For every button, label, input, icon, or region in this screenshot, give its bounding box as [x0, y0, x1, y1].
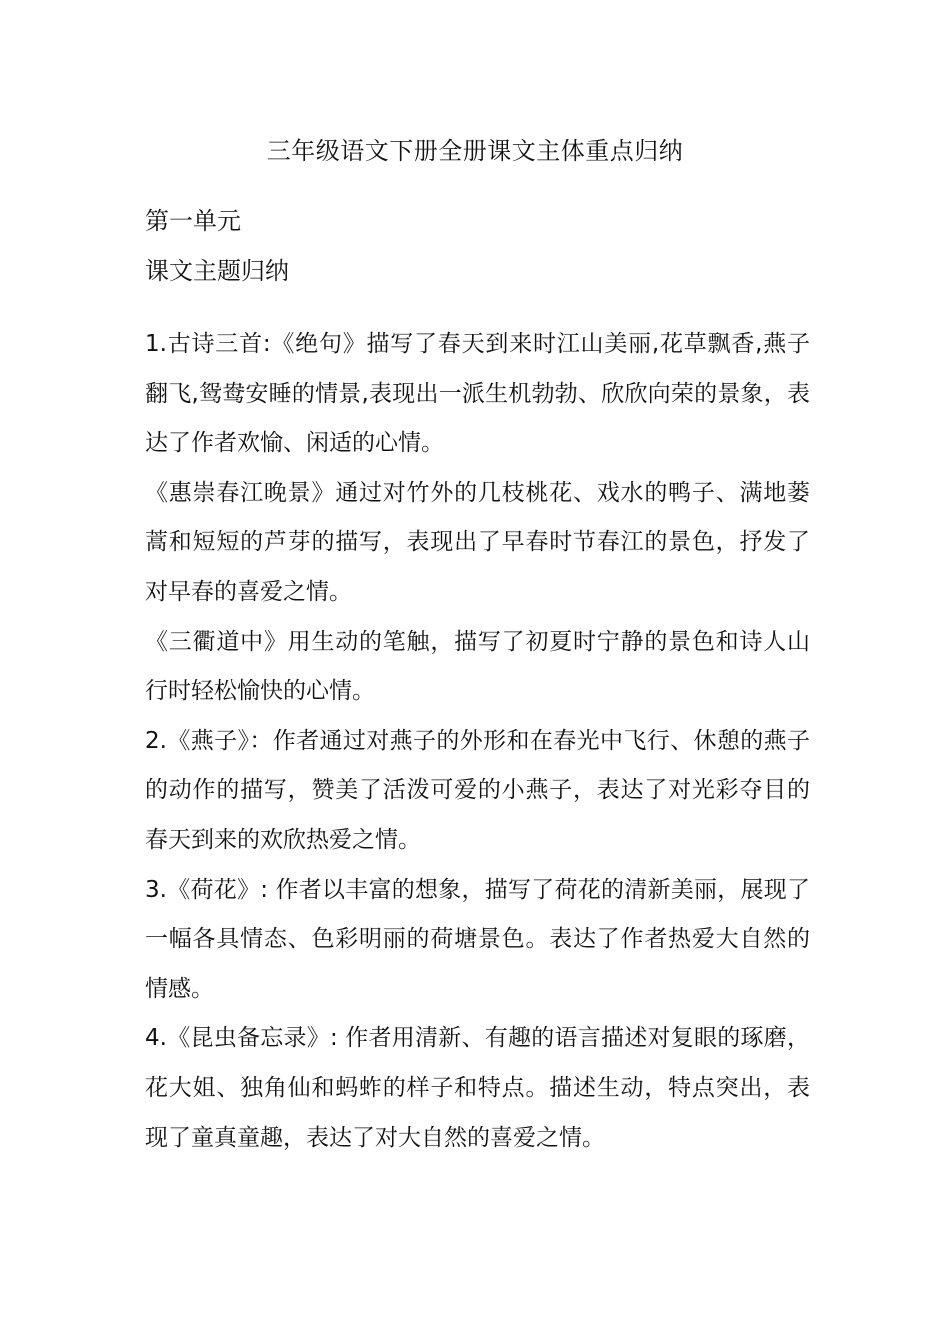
document-body — [145, 320, 810, 1163]
paragraph-insects: 4.《昆虫备忘录》: 作者用清新、有趣的语言描述对复眼的琢磨，花大姐、独角仙和蚂蚱的样子和特点。描述生动，特点突出，表现了童真童趣，表达了对大自然的喜爱之情。 — [145, 1025, 810, 1151]
paragraph-poems: 1.古诗三首:《绝句》描写了春天到来时江山美丽,花草飘香,燕子翻飞,鸳鸯安睡的情景,表现出一派生机勃勃、欣欣向荣的景象，表达了作者欢愉、闲适的心情。 — [145, 331, 810, 457]
paragraph-huichong: 《惠崇春江晚景》通过对竹外的几枝桃花、戏水的鸭子、满地蒌蒿和短短的芦芽的描写，表现出了早春时节春江的景色，抒发了对早春的喜爱之情。 — [145, 479, 810, 605]
paragraph-sanqu: 《三衢道中》用生动的笔触，描写了初夏时宁静的景色和诗人山行时轻松愉快的心情。 — [145, 628, 810, 705]
paragraph-swallow: 2.《燕子》：作者通过对燕子的外形和在春光中飞行、休憩的燕子的动作的描写，赞美了活泼可爱的小燕子，表达了对光彩夺目的春天到来的欢欣热爱之情。 — [145, 727, 810, 853]
section-heading: 课文主题归纳 — [145, 257, 289, 285]
unit-heading: 第一单元 — [145, 207, 241, 235]
paragraph-lotus: 3.《荷花》: 作者以丰富的想象，描写了荷花的清新美丽，展现了一幅各具情态、色彩明丽的荷塘景色。表达了作者热爱大自然的情感。 — [145, 876, 810, 1002]
document-title: 三年级语文下册全册课文主体重点归纳 — [266, 137, 684, 165]
